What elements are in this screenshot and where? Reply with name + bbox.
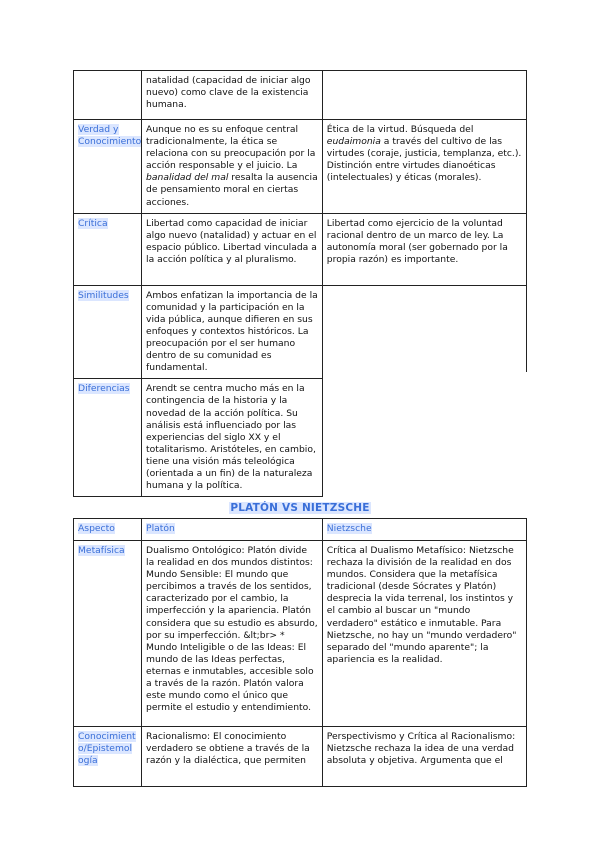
header-label: Aspecto: [78, 523, 115, 534]
cell-text: natalidad (capacidad de iniciar algo nuevo) como clave de la existencia humana.: [146, 75, 311, 111]
table-row: [74, 71, 527, 120]
header-label: Platón: [146, 523, 175, 534]
cell-text: Libertad como capacidad de iniciar algo nuevo (natalidad) y actuar en el espacio público. Libertad vinculada a la acción política y al pluralismo.: [146, 217, 317, 265]
cell-text: Dualismo Ontológico: Platón divide la realidad en dos mundos distintos: Mundo Sensible: El mundo que percibimos a través de los sentidos, caracterizado por el cambio, la imperfección y la apariencia. Platón considera que su estudio es absurdo, por su imperfección. &lt;br> * Mundo Inteligible o de las Ideas: El mundo de las Ideas perfectas, eternas e inmutables, accesible solo a través de la razón. Platón valora este mundo como el único que permite el estudio y entendimiento.: [146, 545, 318, 714]
aristoteles-cell: [322, 120, 526, 214]
table-row: [74, 285, 527, 379]
comparison-table-arendt-aristoteles: [73, 70, 527, 497]
cell-text: Ambos enfatizan la importancia de la comunidad y la participación en la vida pública, aunque difieren en sus enfoques y contextos históricos. La preocupación por el ser humano dentro de su comunidad es fundamental.: [146, 289, 318, 374]
row-label: Verdad y Conocimiento: [78, 124, 142, 148]
row-label-cell: [74, 120, 142, 214]
header-nietzsche: [322, 519, 526, 541]
header-aspecto: [74, 519, 142, 541]
header-platon: [142, 519, 323, 541]
row-label-cell: [74, 379, 142, 497]
row-label-cell: [74, 727, 142, 787]
empty-cell: [322, 285, 526, 379]
arendt-cell: [142, 213, 323, 285]
row-label-cell: [74, 541, 142, 727]
cell-text: Perspectivismo y Crítica al Racionalismo: Nietzsche rechaza la idea de una verdad absoluta y objetiva. Argumenta que el: [326, 731, 516, 767]
arendt-cell: [142, 120, 323, 214]
table-row: [74, 120, 527, 214]
cell-text: Racionalismo: El conocimiento verdadero se obtiene a través de la razón y la dialéctica, que permiten: [146, 731, 310, 767]
platon-cell: [142, 541, 323, 727]
row-label-cell: [74, 285, 142, 379]
cell-text: a través del cultivo de las virtudes (coraje, justicia, templanza, etc.). Distinción entre virtudes dianoéticas (intelectuales) y éticas (morales).: [326, 136, 522, 184]
cell-text-emphasis: banalidad del mal: [146, 172, 229, 184]
row-label: Crítica: [78, 217, 108, 229]
cell-text: Crítica al Dualismo Metafísico: Nietzsche rechaza la división de la realidad en dos mundos. Considera que la metafísica tradicional (desde Sócrates y Platón) desprecia la vida terrenal, los instintos y el cambio al buscar un "mundo verdadero" estático e inmutable. Para Nietzsche, no hay un "mundo verdadero" separado del "mundo aparente"; la apariencia es la realidad.: [326, 545, 517, 665]
table-row: [74, 213, 527, 285]
aristoteles-cell: [322, 71, 526, 120]
arendt-cell: [142, 285, 323, 379]
aristoteles-cell: [322, 213, 526, 285]
table-row: [74, 379, 527, 497]
row-label: Metafísica: [78, 545, 125, 556]
row-label-cell: [74, 213, 142, 285]
arendt-cell: [142, 71, 323, 120]
cell-text: Libertad como ejercicio de la voluntad racional dentro de un marco de ley. La autonomía moral (ser gobernado por la propia razón) es importante.: [326, 217, 508, 265]
cell-text: Arendt se centra mucho más en la contingencia de la historia y la novedad de la acción política. Su análisis está influenciado por las experiencias del siglo XX y el totalitarismo. Aristóteles, en cambio, tiene una visión más teleológica (orientada a un fin) de la naturaleza humana y la política.: [146, 383, 316, 492]
row-label-cell: [74, 71, 142, 120]
comparison-table-platon-nietzsche: [73, 518, 527, 787]
row-label: Conocimiento/Epistemología: [78, 731, 136, 767]
arendt-cell: [142, 379, 323, 497]
table-row: [74, 727, 527, 787]
row-label: Similitudes: [78, 289, 129, 301]
cell-text: Aunque no es su enfoque central tradicionalmente, la ética se relaciona con su preocupación por la acción responsable y el juicio. La: [146, 124, 316, 172]
row-label: Diferencias: [78, 383, 130, 395]
platon-cell: [142, 727, 323, 787]
section-title: [73, 502, 527, 514]
cell-text-emphasis: eudaimonia: [326, 136, 381, 148]
section-title-text: PLATÓN VS NIETZSCHE: [230, 502, 370, 514]
table-header-row: [74, 519, 527, 541]
cell-text: Ética de la virtud. Búsqueda del: [326, 124, 474, 135]
header-label: Nietzsche: [326, 523, 372, 534]
cell-text: resalta la ausencia de pensamiento moral en ciertas acciones.: [146, 172, 318, 208]
table-row: [74, 541, 527, 727]
empty-cell: [322, 379, 526, 497]
nietzsche-cell: [322, 541, 526, 727]
nietzsche-cell: [322, 727, 526, 787]
table-border-stub: [526, 282, 527, 372]
